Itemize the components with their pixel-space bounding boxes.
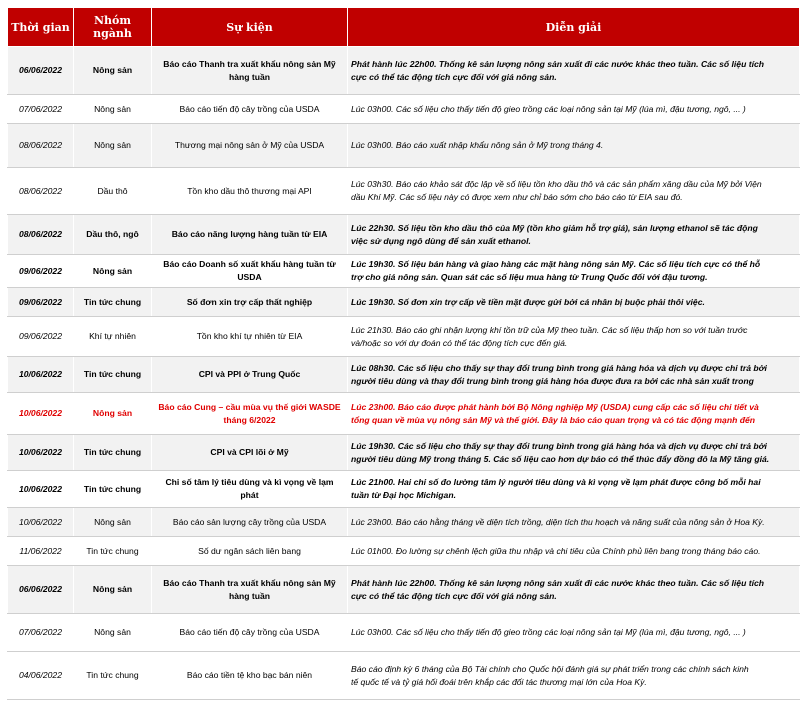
event-cell: Báo cáo Doanh số xuất khẩu hàng tuần từ USDA bbox=[152, 255, 348, 288]
event-cell: Báo cáo tiến độ cây trồng của USDA bbox=[152, 614, 348, 652]
sector-cell: Tin tức chung bbox=[74, 288, 152, 317]
description-cell bbox=[348, 47, 800, 95]
description-cell bbox=[348, 435, 800, 471]
description-cell bbox=[348, 508, 800, 537]
sector-cell: Tin tức chung bbox=[74, 471, 152, 508]
table-row bbox=[8, 47, 800, 95]
description-cell bbox=[348, 357, 800, 393]
description-cell bbox=[348, 317, 800, 357]
event-cell: Báo cáo Cung – cầu mùa vụ thế giới WASDE tháng 6/2022 bbox=[152, 393, 348, 435]
description-line: và/hoặc so với dự đoán có thể tác động tích cực đến giá. bbox=[351, 337, 568, 348]
event-cell: CPI và CPI lõi ở Mỹ bbox=[152, 435, 348, 471]
description-line: Lúc 03h00. Các số liệu cho thấy tiến độ gieo trồng các loại nông sản tại Mỹ (lúa mì, đậu tương, ngô, ... ) bbox=[351, 103, 746, 114]
date-cell: 07/06/2022 bbox=[8, 614, 74, 652]
sector-cell: Dầu thô, ngô bbox=[74, 215, 152, 255]
date-cell: 08/06/2022 bbox=[8, 215, 74, 255]
description-cell bbox=[348, 537, 800, 566]
table-row bbox=[8, 537, 800, 566]
event-cell: Số dư ngân sách liên bang bbox=[152, 537, 348, 566]
description-line: tuần từ Đại học Michigan. bbox=[351, 490, 456, 500]
date-cell: 08/06/2022 bbox=[8, 124, 74, 168]
table-row bbox=[8, 124, 800, 168]
description-cell bbox=[348, 471, 800, 508]
description-cell bbox=[348, 566, 800, 614]
sector-cell: Nông sản bbox=[74, 614, 152, 652]
table-row bbox=[8, 288, 800, 317]
header-sector: Nhóm ngành bbox=[74, 8, 152, 47]
table-row bbox=[8, 652, 800, 700]
description-cell bbox=[348, 288, 800, 317]
description-line: cực có thể tác động tích cực đối với giá nông sản. bbox=[351, 590, 557, 601]
table-row bbox=[8, 215, 800, 255]
description-line: Lúc 23h00. Báo cáo hằng tháng về diện tích trồng, diện tích thu hoạch và năng suất của nông sản ở Hoa Kỳ. bbox=[351, 516, 765, 527]
sector-cell: Nông sản bbox=[74, 255, 152, 288]
sector-cell: Nông sản bbox=[74, 95, 152, 124]
table-header bbox=[8, 8, 800, 47]
sector-cell: Tin tức chung bbox=[74, 435, 152, 471]
description-line: Lúc 21h30. Báo cáo ghi nhận lượng khí tồn trữ của Mỹ theo tuần. Các số liệu thấp hơn so với tuần trước bbox=[351, 324, 748, 335]
description-cell bbox=[348, 614, 800, 652]
description-line: Lúc 21h00. Hai chỉ số đo lường tâm lý người tiêu dùng và kì vọng về lạm phát được công bố mỗi hai bbox=[351, 477, 761, 488]
sector-cell: Khí tự nhiên bbox=[74, 317, 152, 357]
sector-cell: Nông sản bbox=[74, 47, 152, 95]
table-row bbox=[8, 393, 800, 435]
table-row bbox=[8, 357, 800, 393]
description-line: việc sử dụng ngô dùng để sản xuất ethanol. bbox=[351, 235, 531, 246]
description-cell bbox=[348, 255, 800, 288]
date-cell: 07/06/2022 bbox=[8, 95, 74, 124]
description-line: người tiêu dùng Mỹ trong tháng 5. Các số liệu cao hơn dự báo có thể thúc đẩy đồng đô la Mỹ tăng giá. bbox=[351, 453, 770, 464]
description-line: Báo cáo định kỳ 6 tháng của Bộ Tài chính cho Quốc hội đánh giá sự phát triển trong các chính sách kinh bbox=[351, 663, 749, 674]
description-cell bbox=[348, 168, 800, 215]
description-line: tổng quan về mùa vụ nông sản Mỹ và thế giới. Đây là báo cáo quan trọng và có tác động mạnh đến bbox=[351, 414, 756, 425]
economic-calendar-table bbox=[7, 7, 800, 700]
event-cell: Báo cáo năng lượng hàng tuần từ EIA bbox=[152, 215, 348, 255]
event-cell: Chỉ số tâm lý tiêu dùng và kì vọng về lạm phát bbox=[152, 471, 348, 508]
description-cell bbox=[348, 124, 800, 168]
table-row bbox=[8, 508, 800, 537]
sector-cell: Nông sản bbox=[74, 124, 152, 168]
event-cell: Báo cáo Thanh tra xuất khẩu nông sản Mỹ hàng tuần bbox=[152, 566, 348, 614]
sector-cell: Nông sản bbox=[74, 393, 152, 435]
date-cell: 10/06/2022 bbox=[8, 471, 74, 508]
table-row bbox=[8, 255, 800, 288]
table-row bbox=[8, 435, 800, 471]
event-cell: Tồn kho khí tự nhiên từ EIA bbox=[152, 317, 348, 357]
sector-cell: Nông sản bbox=[74, 508, 152, 537]
description-line: người tiêu dùng và thay đổi trung bình trong giá hàng hóa được đưa ra bởi các nhà sản xuất trong bbox=[351, 375, 754, 386]
table-row bbox=[8, 614, 800, 652]
table-body bbox=[8, 47, 800, 700]
table-row bbox=[8, 168, 800, 215]
description-line: Phát hành lúc 22h00. Thống kê sản lượng nông sản xuất đi các nước khác theo tuần. Các số liệu tích bbox=[351, 58, 764, 69]
date-cell: 06/06/2022 bbox=[8, 47, 74, 95]
description-cell bbox=[348, 215, 800, 255]
sector-cell: Tin tức chung bbox=[74, 652, 152, 700]
sector-cell: Tin tức chung bbox=[74, 537, 152, 566]
date-cell: 11/06/2022 bbox=[8, 537, 74, 566]
description-line: Phát hành lúc 22h00. Thống kê sản lượng nông sản xuất đi các nước khác theo tuần. Các số liệu tích bbox=[351, 577, 764, 588]
description-line: Lúc 19h30. Số đơn xin trợ cấp về tiền mặt được gửi bởi cá nhân bị buộc phải thôi việc. bbox=[351, 296, 705, 307]
event-cell: Số đơn xin trợ cấp thất nghiệp bbox=[152, 288, 348, 317]
table-row bbox=[8, 317, 800, 357]
date-cell: 10/06/2022 bbox=[8, 393, 74, 435]
description-cell bbox=[348, 95, 800, 124]
date-cell: 06/06/2022 bbox=[8, 566, 74, 614]
sector-cell: Dầu thô bbox=[74, 168, 152, 215]
date-cell: 10/06/2022 bbox=[8, 357, 74, 393]
date-cell: 10/06/2022 bbox=[8, 435, 74, 471]
date-cell: 09/06/2022 bbox=[8, 288, 74, 317]
description-line: tế quốc tế và tỷ giá hối đoái trên khắp các đối tác thương mại lớn của Hoa Kỳ. bbox=[351, 676, 647, 687]
header-row bbox=[8, 8, 800, 47]
description-line: Lúc 03h30. Báo cáo khảo sát độc lập về số liệu tồn kho dầu thô và các sản phẩm xăng dầu của Mỹ bởi Viện bbox=[351, 179, 762, 190]
date-cell: 09/06/2022 bbox=[8, 317, 74, 357]
event-cell: Báo cáo tiền tệ kho bạc bán niên bbox=[152, 652, 348, 700]
event-cell: Báo cáo sản lượng cây trồng của USDA bbox=[152, 508, 348, 537]
description-line: Lúc 03h00. Các số liệu cho thấy tiến độ gieo trồng các loại nông sản tại Mỹ (lúa mì, đậu tương, ngô, ... ) bbox=[351, 627, 746, 638]
event-cell: Thương mại nông sản ở Mỹ của USDA bbox=[152, 124, 348, 168]
description-line: Lúc 19h30. Số liệu bán hàng và giao hàng các mặt hàng nông sản Mỹ. Các số liệu tích cực có thể hỗ bbox=[351, 259, 761, 270]
description-line: Lúc 19h30. Các số liệu cho thấy sự thay đổi trung bình trong giá hàng hóa và dịch vụ được chi trả bởi bbox=[351, 440, 767, 451]
date-cell: 09/06/2022 bbox=[8, 255, 74, 288]
description-line: trợ cho giá nông sản. Quan sát các số liệu mua hàng từ Trung Quốc đối với đậu tương. bbox=[351, 272, 708, 282]
header-event: Sự kiện bbox=[152, 8, 348, 47]
sector-cell: Tin tức chung bbox=[74, 357, 152, 393]
description-line: dầu Khí Mỹ. Các số liệu này có được xem như chỉ báo sớm cho báo cáo từ EIA sau đó. bbox=[351, 192, 683, 202]
date-cell: 04/06/2022 bbox=[8, 652, 74, 700]
table-row bbox=[8, 566, 800, 614]
event-cell: Tồn kho dầu thô thương mại API bbox=[152, 168, 348, 215]
event-cell: CPI và PPI ở Trung Quốc bbox=[152, 357, 348, 393]
description-line: Lúc 23h00. Báo cáo được phát hành bởi Bộ Nông nghiệp Mỹ (USDA) cung cấp các số liệu chi tiết và bbox=[351, 401, 759, 412]
table-row bbox=[8, 95, 800, 124]
header-description: Diễn giải bbox=[348, 8, 800, 47]
sector-cell: Nông sản bbox=[74, 566, 152, 614]
date-cell: 10/06/2022 bbox=[8, 508, 74, 537]
header-time: Thời gian bbox=[8, 8, 74, 47]
description-line: Lúc 01h00. Đo lường sự chênh lệch giữa thu nhập và chi tiêu của Chính phủ liên bang trong tháng báo cáo. bbox=[351, 545, 761, 556]
description-line: Lúc 08h30. Các số liệu cho thấy sự thay đổi trung bình trong giá hàng hóa và dịch vụ được chi trả bởi bbox=[351, 362, 767, 373]
date-cell: 08/06/2022 bbox=[8, 168, 74, 215]
table-row bbox=[8, 471, 800, 508]
event-cell: Báo cáo Thanh tra xuất khẩu nông sản Mỹ hàng tuần bbox=[152, 47, 348, 95]
description-line: cực có thể tác động tích cực đối với giá nông sản. bbox=[351, 71, 557, 82]
description-line: Lúc 22h30. Số liệu tồn kho dầu thô của Mỹ (tồn kho giảm hỗ trợ giá), sản lượng ethanol sẽ tác động bbox=[351, 222, 758, 233]
event-cell: Báo cáo tiến độ cây trồng của USDA bbox=[152, 95, 348, 124]
description-cell bbox=[348, 652, 800, 700]
description-cell bbox=[348, 393, 800, 435]
description-line: Lúc 03h00. Báo cáo xuất nhập khẩu nông sản ở Mỹ trong tháng 4. bbox=[351, 140, 604, 151]
